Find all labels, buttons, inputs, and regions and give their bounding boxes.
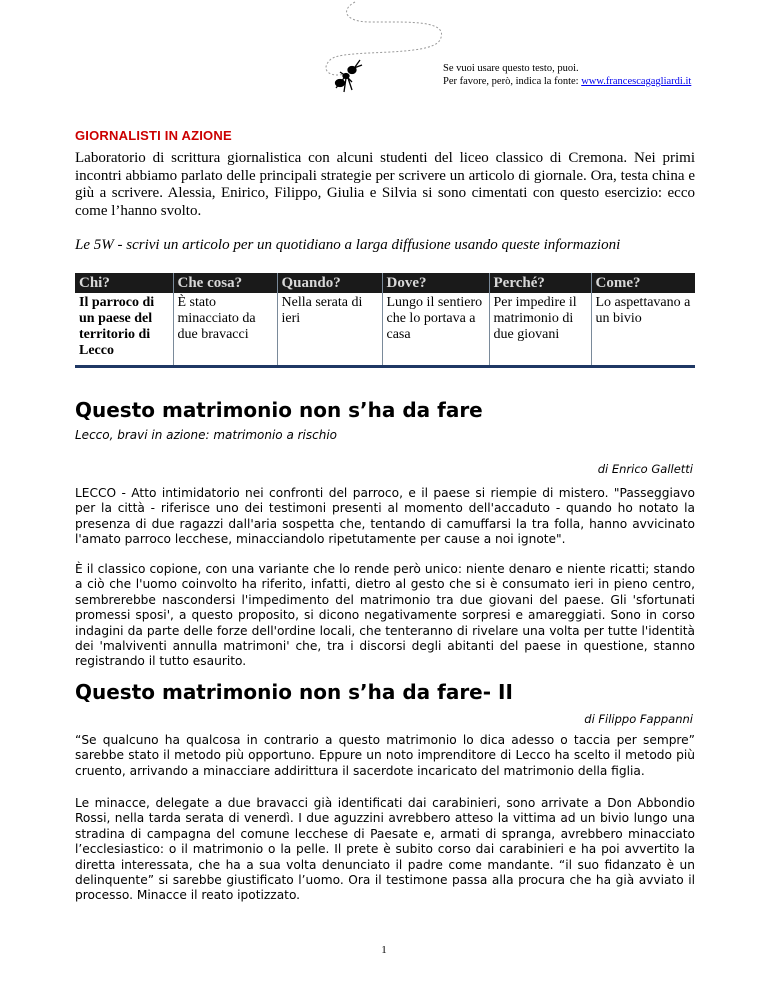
- source-note-prefix: Per favore, però, indica la fonte:: [443, 76, 582, 87]
- task-instructions: Le 5W - scrivi un articolo per un quotidiano a larga diffusione usando queste informazioni: [75, 237, 621, 253]
- article1-subtitle: Lecco, bravi in azione: matrimonio a rischio: [75, 428, 338, 442]
- article2-paragraph1: “Se qualcuno ha qualcosa in contrario a questo matrimonio lo dica adesso o taccia per sempre” sarebbe stato il metodo più opportuno. Eppure un noto imprenditore di Lecco ha scelto il metodo più cruento, arrivando a minacciare addirittura il sacerdote incaricato del matrimonio della figlia.: [75, 733, 695, 778]
- header-chi: Chi?: [75, 273, 173, 293]
- article1-paragraph2: È il classico copione, con una variante che lo rende però unico: niente denaro e niente ricatti; stando a ciò che l'uomo coinvolto ha riferito, infatti, dietro al gesto che si è consumato ieri in pieno centro, sembrerebbe nascondersi l'impedimento del matrimonio tra due giovani del paese. Gli 'sfortunati promessi sposi', a questo proposito, si dicono negativamente sorpresi e amareggiati. Sono in corso indagini da parte delle forze dell'ordine locali, che tenteranno di rivelare una volta per tutte l'identità dei 'malviventi annulla matrimoni' che, tra i discorsi degli abitanti del paese in questione, stanno registrando il tutto esaurito.: [75, 562, 695, 669]
- article2-byline: di Filippo Fappanni: [584, 712, 693, 726]
- source-note-line1: Se vuoi usare questo testo, puoi.: [443, 63, 579, 74]
- source-link[interactable]: www.francescagagliardi.it: [581, 76, 692, 87]
- cell-perche: Per impedire il matrimonio di due giovani: [489, 293, 591, 367]
- header-come: Come?: [591, 273, 695, 293]
- article1-byline: di Enrico Galletti: [597, 462, 693, 476]
- cell-dove: Lungo il sentiero che lo portava a casa: [382, 293, 489, 367]
- source-note-line2: [443, 75, 691, 88]
- page-number: 1: [381, 944, 387, 956]
- header-perche: Perché?: [489, 273, 591, 293]
- header-quando: Quando?: [277, 273, 382, 293]
- cell-chi: Il parroco di un paese del territorio di Lecco: [75, 293, 173, 367]
- ant-icon: [300, 0, 460, 110]
- article1-title: Questo matrimonio non s’ha da fare: [75, 398, 483, 422]
- cell-come: Lo aspettavano a un bivio: [591, 293, 695, 367]
- source-note: [443, 62, 691, 88]
- article2-title: Questo matrimonio non s’ha da fare- II: [75, 680, 513, 704]
- section-title: GIORNALISTI IN AZIONE: [75, 128, 232, 143]
- table-header-row: [75, 273, 695, 293]
- header-che-cosa: Che cosa?: [173, 273, 277, 293]
- cell-quando: Nella serata di ieri: [277, 293, 382, 367]
- intro-paragraph: Laboratorio di scrittura giornalistica con alcuni studenti del liceo classico di Cremona. Nei primi incontri abbiamo parlato delle principali strategie per scrivere un articolo di giornale. Ora, testa china e giù a scrivere. Alessia, Enirico, Filippo, Giulia e Silvia si sono cimentati con questo esercizio: ecco come l’hanno svolto.: [75, 150, 695, 219]
- header-dove: Dove?: [382, 273, 489, 293]
- article1-paragraph1: LECCO - Atto intimidatorio nei confronti del parroco, e il paese si riempie di mistero. "Passeggiavo per la città - riferisce uno dei testimoni presenti al momento dell'accaduto - quando ho notato la presenza di due ragazzi dall'aria sospetta che, tentando di camuffarsi la tra folla, hanno avvicinato l'amato parroco lecchese, minacciandolo ripetutamente per cause a noi ignote".: [75, 486, 695, 547]
- table-row: [75, 293, 695, 367]
- article2-paragraph2: Le minacce, delegate a due bravacci già identificati dai carabinieri, sono arrivate a Don Abbondio Rossi, nella tarda serata di venerdì. I due aguzzini avrebbero atteso la vittima ad un bivio lungo una stradina di campagna del comune lecchese di Paesate e, armati di spranga, avrebbero minacciato l’ecclesiastico: o il matrimonio o la pelle. Il prete è subito corso dai carabinieri e ha poi avvertito la diretta interessata, che ha a sua volta denunciato il padre come mandante. “il suo fidanzato è un delinquente” si sarebbe giustificato l’uomo. Ora il testimone passa alla procura che ha già avviato il processo. Minacce il reato ipotizzato.: [75, 796, 695, 903]
- cell-che-cosa: È stato minacciato da due bravacci: [173, 293, 277, 367]
- five-w-table: [75, 273, 695, 368]
